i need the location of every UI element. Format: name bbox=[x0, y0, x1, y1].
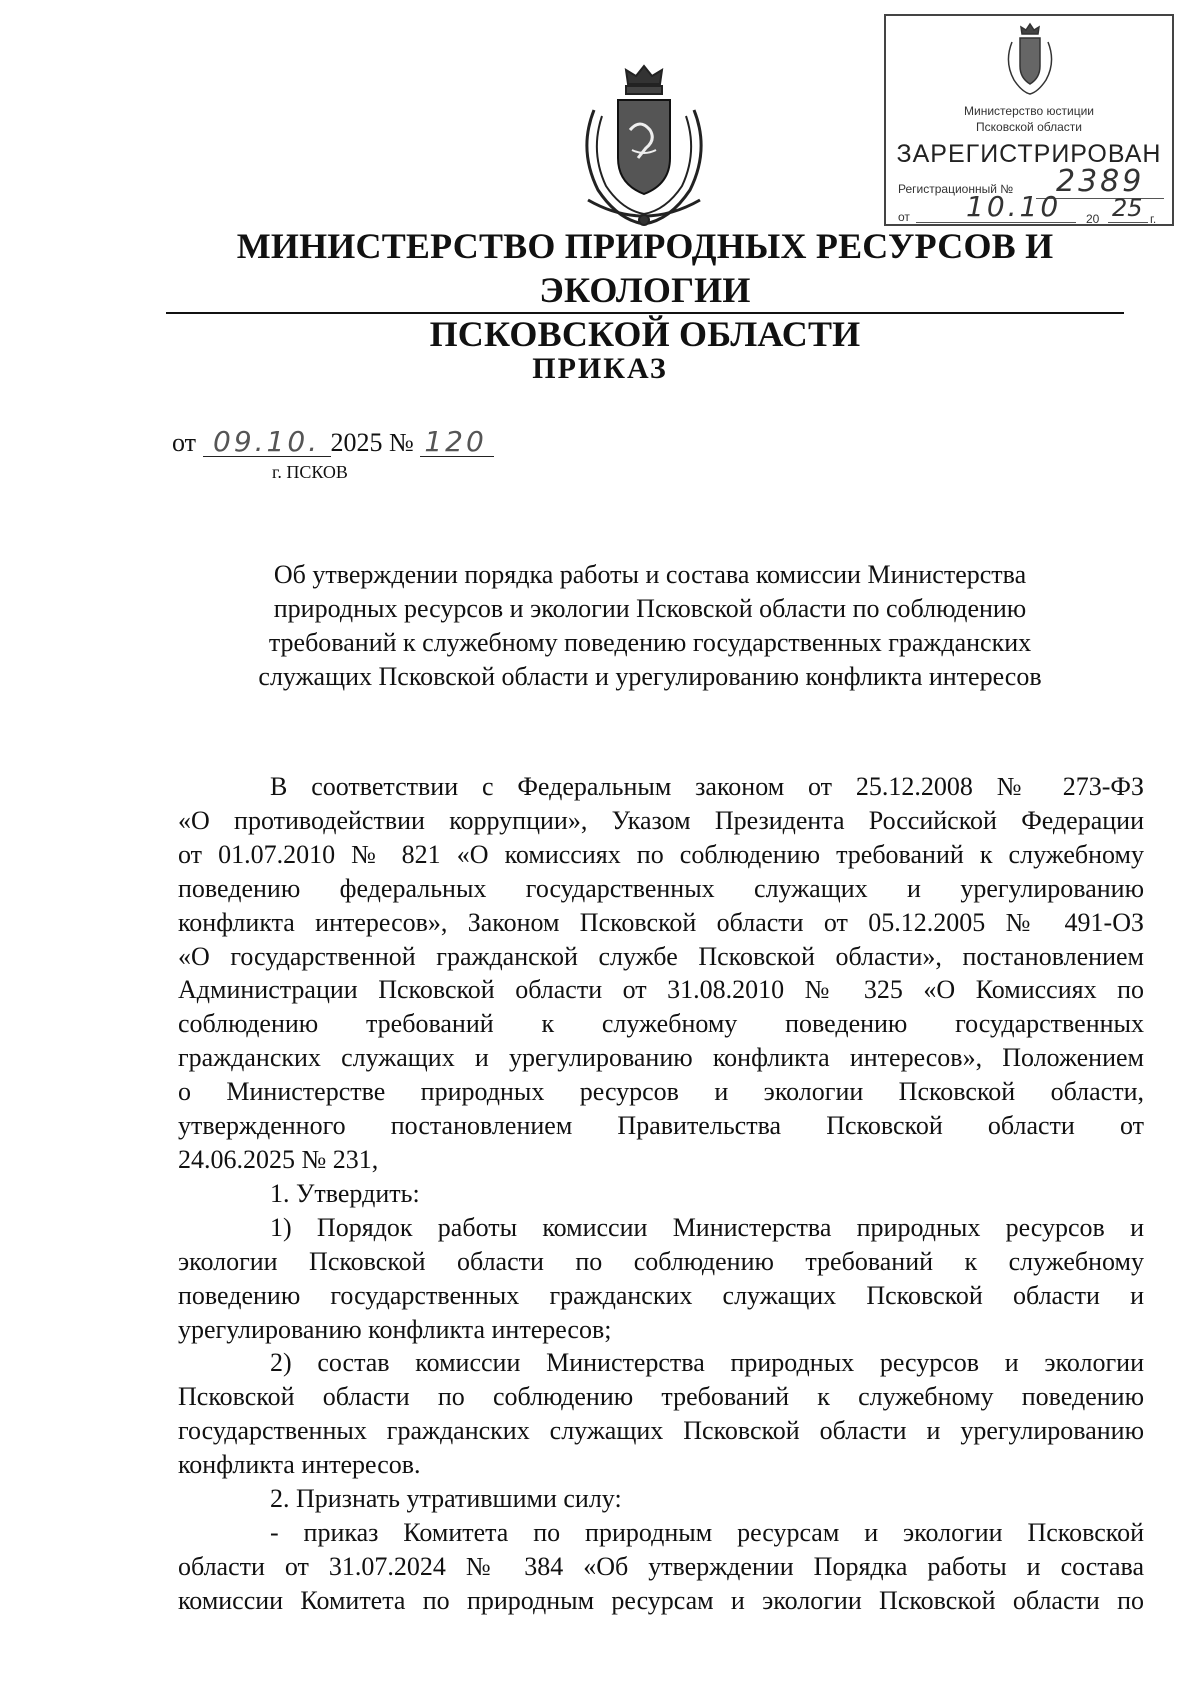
order-body bbox=[178, 770, 1144, 1618]
body-line: поведению государственных гражданских служащих Псковской области и bbox=[178, 1280, 1144, 1310]
body-line: экологии Псковской области по соблюдению требований к служебному bbox=[178, 1246, 1144, 1276]
coat-of-arms-emblem bbox=[574, 60, 714, 228]
subject-line: Об утверждении порядка работы и состава комиссии Министерства bbox=[273, 560, 1027, 589]
order-city: г. ПСКОВ bbox=[272, 462, 348, 482]
body-line: Псковской области по соблюдению требований к служебному поведению bbox=[178, 1382, 1144, 1412]
body-line: Администрации Псковской области от 31.08.2010 № 325 «О Комиссиях по bbox=[178, 975, 1144, 1005]
body-line: государственных гражданских служащих Псковской области и урегулированию bbox=[178, 1416, 1144, 1446]
stamp-year-prefix: 20 bbox=[1086, 212, 1100, 226]
body-line: поведению федеральных государственных служащих и урегулированию bbox=[178, 873, 1144, 903]
stamp-organization-line1: Министерство юстиции bbox=[964, 104, 1094, 118]
order-date-number bbox=[172, 425, 494, 458]
body-line: соблюдению требований к служебному поведению государственных bbox=[178, 1009, 1144, 1039]
stamp-registered-label: ЗАРЕГИСТРИРОВАН bbox=[896, 140, 1162, 168]
item-heading: 2. Признать утратившими силу: bbox=[270, 1484, 622, 1514]
body-line: «О государственной гражданской службе Псковской области», постановлением bbox=[178, 941, 1144, 971]
body-line: 2) состав комиссии Министерства природных ресурсов и экологии bbox=[270, 1348, 1144, 1378]
registration-stamp bbox=[884, 14, 1174, 226]
body-line: утвержденного постановлением Правительства Псковской области от bbox=[178, 1111, 1144, 1141]
order-number-handwritten: 120 bbox=[420, 428, 494, 457]
body-line: урегулированию конфликта интересов; bbox=[178, 1314, 612, 1344]
stamp-year-suffix: г. bbox=[1150, 212, 1157, 226]
stamp-organization-line2: Псковской области bbox=[976, 120, 1082, 134]
body-line: области от 31.07.2024 № 384 «Об утверждении Порядка работы и состава bbox=[178, 1551, 1144, 1581]
body-line: «О противодействии коррупции», Указом Президента Российской Федерации bbox=[178, 805, 1144, 835]
stamp-number-value: 2389 bbox=[1056, 164, 1145, 199]
body-line: - приказ Комитета по природным ресурсам и экологии Псковской bbox=[270, 1517, 1144, 1547]
item-heading: 1. Утвердить: bbox=[270, 1178, 420, 1208]
body-line: В соответствии с Федеральным законом от 25.12.2008 № 273-ФЗ bbox=[270, 772, 1144, 801]
ministry-name-line2: ПСКОВСКОЙ ОБЛАСТИ bbox=[429, 314, 861, 354]
body-line: от 01.07.2010 № 821 «О комиссиях по соблюдению требований к служебному bbox=[178, 839, 1144, 869]
stamp-year-value: 25 bbox=[1112, 194, 1143, 222]
document-title: ПРИКАЗ bbox=[532, 352, 668, 385]
order-from-label: от bbox=[172, 428, 197, 457]
ministry-name-line1: МИНИСТЕРСТВО ПРИРОДНЫХ РЕСУРСОВ И ЭКОЛОГИИ bbox=[236, 226, 1054, 310]
stamp-year-line bbox=[1108, 222, 1148, 223]
order-date-handwritten: 09.10. bbox=[203, 428, 331, 457]
order-year: 2025 № bbox=[330, 428, 414, 457]
stamp-emblem-icon bbox=[1002, 22, 1058, 96]
body-line: 1) Порядок работы комиссии Министерства природных ресурсов и bbox=[270, 1212, 1144, 1242]
body-line: 24.06.2025 № 231, bbox=[178, 1144, 379, 1174]
body-line: конфликта интересов. bbox=[178, 1450, 421, 1480]
stamp-number-label: Регистрационный № bbox=[898, 182, 1014, 196]
header-divider bbox=[166, 312, 1124, 314]
body-line: о Министерстве природных ресурсов и экологии Псковской области, bbox=[178, 1077, 1144, 1107]
subject-line: природных ресурсов и экологии Псковской области по соблюдению bbox=[273, 594, 1027, 623]
body-line: гражданских служащих и урегулированию конфликта интересов», Положением bbox=[178, 1043, 1144, 1073]
body-line: конфликта интересов», Законом Псковской области от 05.12.2005 № 491-ОЗ bbox=[178, 907, 1144, 937]
order-subject bbox=[170, 558, 1130, 694]
body-line: комиссии Комитета по природным ресурсам и экологии Псковской области по bbox=[178, 1585, 1144, 1615]
subject-line: служащих Псковской области и урегулированию конфликта интересов bbox=[258, 662, 1042, 691]
subject-line: требований к служебному поведению государственных гражданских bbox=[268, 628, 1032, 657]
stamp-date-label: от bbox=[898, 210, 910, 224]
ministry-name bbox=[150, 224, 1140, 356]
stamp-date-value: 10.10 bbox=[966, 190, 1062, 223]
